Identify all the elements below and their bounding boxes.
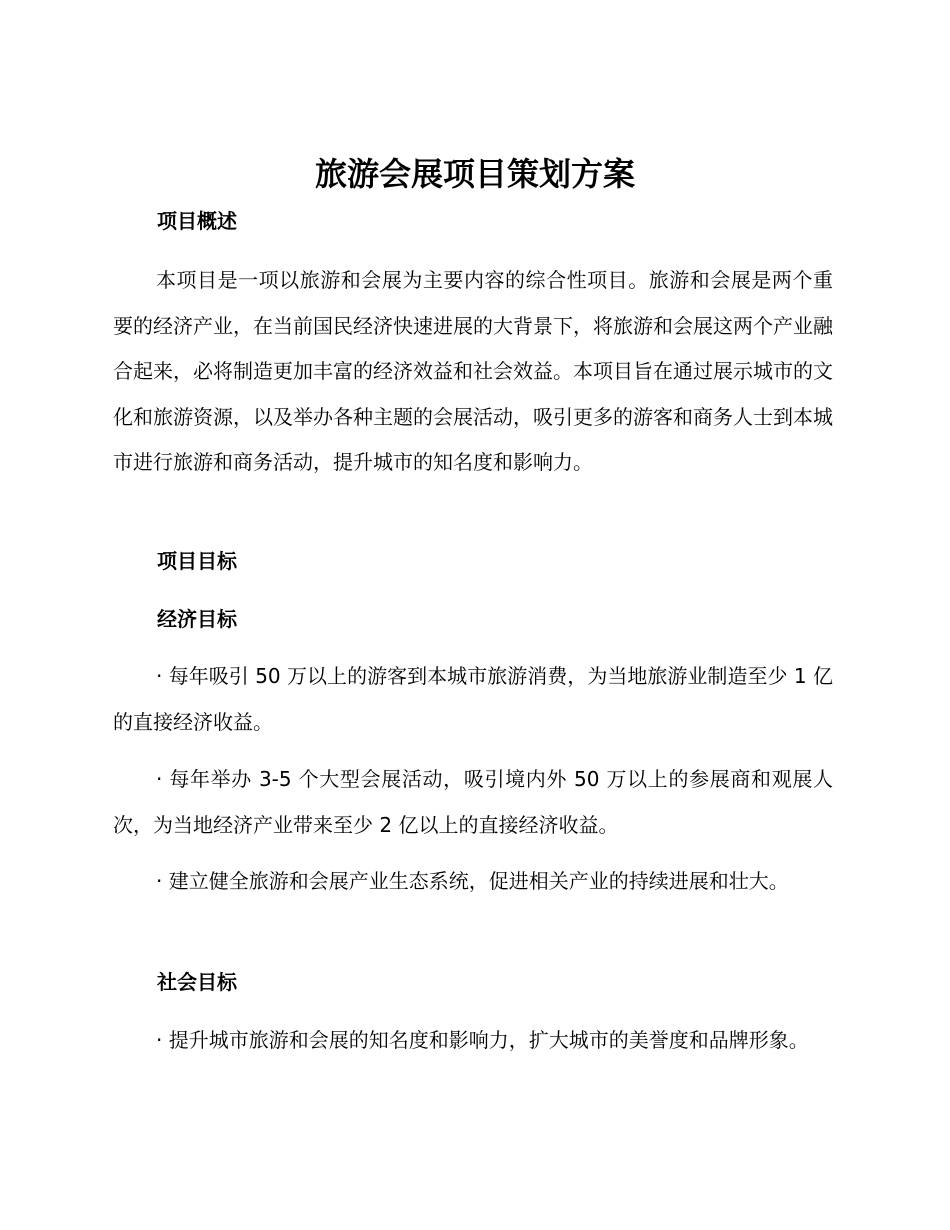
- section-heading-economic-goals: 经济目标: [157, 607, 237, 631]
- economic-goal-item: · 建立健全旅游和会展产业生态系统，促进相关产业的持续进展和壮大。: [156, 869, 789, 893]
- paragraph-overview: 本项目是一项以旅游和会展为主要内容的综合性项目。旅游和会展是两个重要的经济产业，在当前国民经济快速进展的大背景下，将旅游和会展这两个产业融合起来，必将制造更加丰富的经济效益和社会效益。本项目旨在通过展示城市的文化和旅游资源，以及举办各种主题的会展活动，吸引更多的游客和商务人士到本城市进行旅游和商务活动，提升城市的知名度和影响力。: [113, 268, 833, 474]
- section-heading-social-goals: 社会目标: [157, 970, 237, 994]
- social-goal-item: · 提升城市旅游和会展的知名度和影响力，扩大城市的美誉度和品牌形象。: [156, 1028, 809, 1052]
- section-heading-overview: 项目概述: [157, 209, 237, 233]
- section-heading-goals: 项目目标: [157, 549, 237, 573]
- economic-goal-item: · 每年举办 3-5 个大型会展活动，吸引境内外 50 万以上的参展商和观展人次，为当地经济产业带来至少 2 亿以上的直接经济收益。: [113, 767, 833, 837]
- document-title: 旅游会展项目策划方案: [314, 155, 635, 193]
- economic-goal-item: · 每年吸引 50 万以上的游客到本城市旅游消费，为当地旅游业制造至少 1 亿的直接经济收益。: [113, 664, 833, 734]
